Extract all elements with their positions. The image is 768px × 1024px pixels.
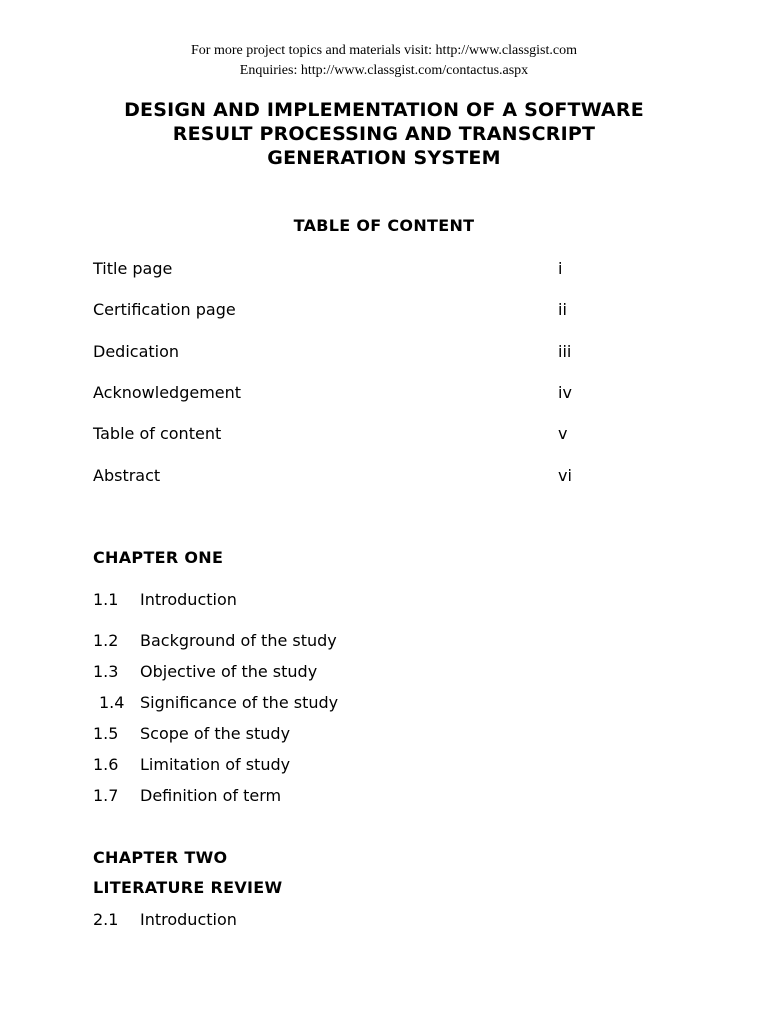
- toc-entry-page: ii: [558, 300, 567, 319]
- toc-entry-page: v: [558, 424, 568, 443]
- chapter-one-heading: CHAPTER ONE: [93, 548, 224, 567]
- toc-entry-label: Dedication: [93, 342, 180, 361]
- section-number: 1.6: [93, 755, 119, 774]
- section-title: Definition of term: [140, 786, 282, 805]
- toc-entry-page: i: [558, 259, 563, 278]
- toc-entry-page: vi: [558, 466, 572, 485]
- toc-entry-page: iv: [558, 383, 572, 402]
- toc-entry-label: Table of content: [93, 424, 222, 443]
- chapter-two-subheading: LITERATURE REVIEW: [93, 878, 283, 897]
- toc-entry-label: Title page: [93, 259, 173, 278]
- section-number: 1.7: [93, 786, 119, 805]
- section-title: Introduction: [140, 910, 237, 929]
- chapter-two-heading: CHAPTER TWO: [93, 848, 228, 867]
- section-number: 1.2: [93, 631, 119, 650]
- document-title-line: DESIGN AND IMPLEMENTATION OF A SOFTWARE: [124, 99, 644, 121]
- toc-entry-label: Certification page: [93, 300, 236, 319]
- header-notice-line: For more project topics and materials visit: http://www.classgist.com: [191, 43, 577, 58]
- toc-entry: [93, 341, 613, 363]
- section-number: 1.3: [93, 662, 119, 681]
- section-number: 1.1: [93, 590, 119, 609]
- section-title: Scope of the study: [140, 724, 291, 743]
- section-title: Introduction: [140, 590, 237, 609]
- section-number: 1.5: [93, 724, 119, 743]
- document-title-line: GENERATION SYSTEM: [267, 147, 501, 169]
- toc-entry-label: Acknowledgement: [93, 383, 242, 402]
- toc-entry: [93, 299, 613, 321]
- toc-entry: [93, 465, 613, 487]
- section-title: Limitation of study: [140, 755, 291, 774]
- document-title: [60, 98, 708, 170]
- section-number: 2.1: [93, 910, 119, 929]
- toc-entry: [93, 258, 613, 280]
- toc-entry: [93, 423, 613, 445]
- document-title-line: RESULT PROCESSING AND TRANSCRIPT: [172, 123, 596, 145]
- header-enquiries-line: Enquiries: http://www.classgist.com/contactus.aspx: [239, 63, 529, 78]
- section-title: Background of the study: [140, 631, 337, 650]
- section-title: Objective of the study: [140, 662, 318, 681]
- toc-entry-label: Abstract: [93, 466, 161, 485]
- section-title: Significance of the study: [140, 693, 339, 712]
- toc-entry-page: iii: [558, 342, 572, 361]
- toc-entry: [93, 382, 613, 404]
- section-number: 1.4: [99, 693, 125, 712]
- toc-heading: TABLE OF CONTENT: [293, 216, 475, 235]
